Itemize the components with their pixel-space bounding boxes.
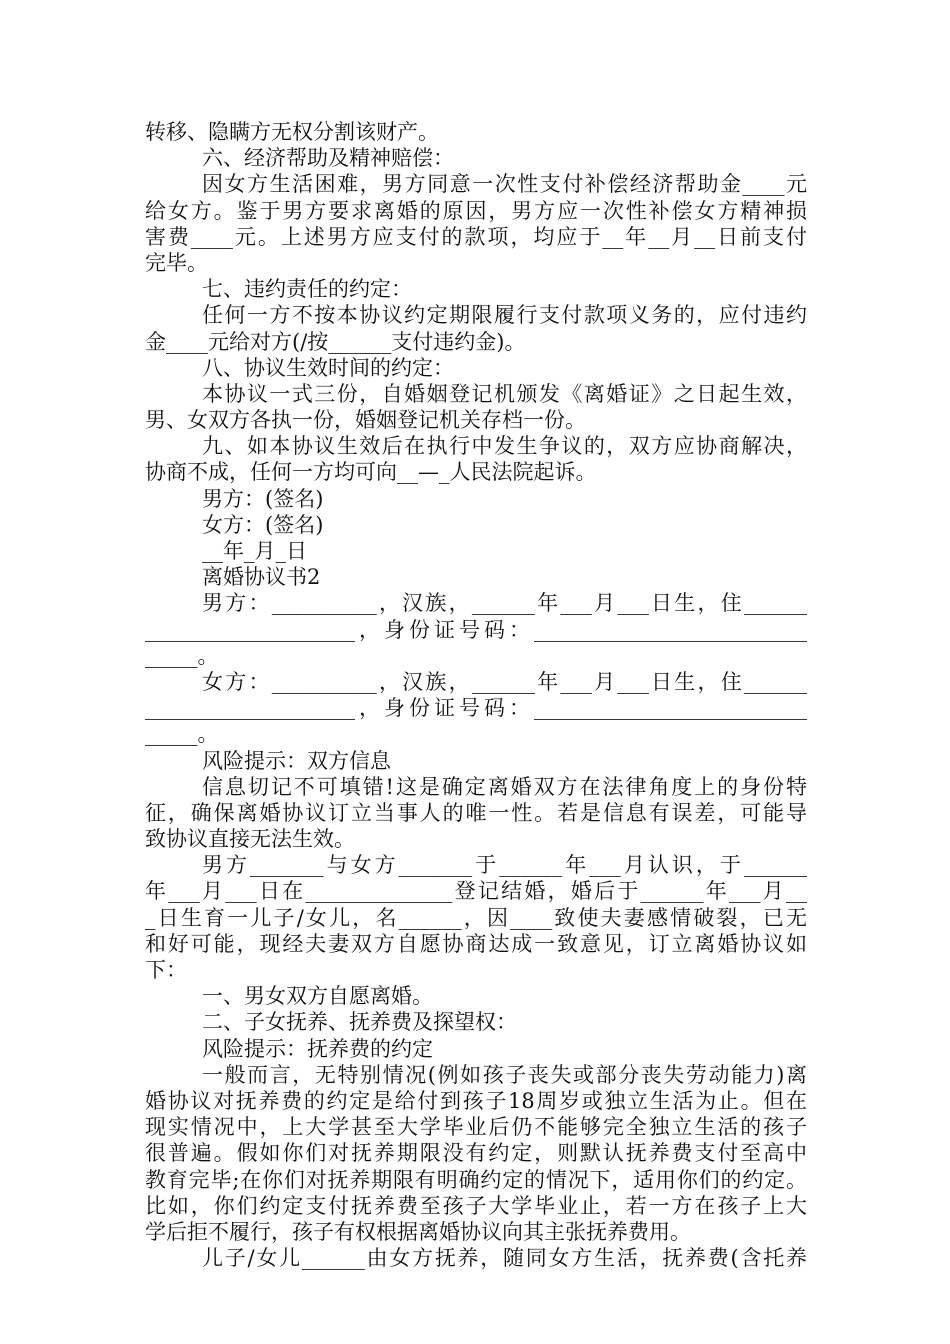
document-line: 本协议一式三份，自婚姻登记机颁发《离婚证》之日起生效， [202,381,807,406]
document-line: 女方：__________，汉族，______年___月___日生，住______ [202,669,807,694]
document-line: 任何一方不按本协议约定期限履行支付款项义务的，应付违约 [202,303,807,328]
document-line: 一、男女双方自愿离婚。 [202,984,433,1009]
document-line: 七、违约责任的约定： [202,277,412,302]
document-line: 完毕。 [145,250,208,275]
document-line: ____________________，身份证号码：__________________________ [145,696,807,721]
document-line: 转移、隐瞒方无权分割该财产。 [145,120,439,144]
document-line: 女方：(签名) [202,512,324,537]
document-line: 离婚协议书2 [202,565,321,590]
document-line: 六、经济帮助及精神赔偿： [202,146,454,171]
document-line: 很普遍。假如你们对抚养期限没有约定，则默认抚养费支付至高中 [145,1141,807,1166]
document-line: _____。 [145,643,219,668]
document-line: 男方：(签名) [202,486,324,511]
document-line: 致协议直接无法生效。 [145,827,355,852]
document-line: 比如，你们约定支付抚养费至孩子大学毕业止，若一方在孩子上大 [145,1193,807,1218]
document-body [145,119,807,1271]
document-line: 害费____元。上述男方应支付的款项，均应于__年__月__日前支付 [145,224,807,249]
document-line: 给女方。鉴于男方要求离婚的原因，男方应一次性补偿女方精神损 [145,198,807,223]
document-line: 金____元给对方(/按______支付违约金)。 [145,329,526,354]
document-line: 儿子/女儿______由女方抚养，随同女方生活，抚养费(含托养 [202,1246,807,1271]
document-line: 风险提示：抚养费的约定 [202,1036,433,1061]
document-line: _日生育一儿子/女儿，名______，因____致使夫妻感情破裂，已无 [145,905,807,930]
document-line: 学后拒不履行，孩子有权根据离婚协议向其主张抚养费用。 [145,1219,691,1244]
document-line: 男、女双方各执一份，婚姻登记机关存档一份。 [145,408,586,433]
document-line: 婚协议对抚养费的约定是给付到孩子18周岁或独立生活为止。但在 [145,1088,807,1113]
document-line: 二、子女抚养、抚养费及探望权： [202,1010,517,1035]
document-line: 年___月___日在______________登记结婚，婚后于______年___月__ [145,879,807,904]
document-line: __年_月_日 [202,539,307,563]
document-line: 和好可能，现经夫妻双方自愿协商达成一致意见，订立离婚协议如 [145,931,807,956]
document-line: 九、如本协议生效后在执行中发生争议的，双方应协商解决， [202,434,807,459]
document-line: 信息切记不可填错!这是确定离婚双方在法律角度上的身份特 [202,774,807,799]
document-line: 教育完毕;在你们对抚养期限有明确约定的情况下，适用你们的约定。 [145,1167,807,1192]
document-line: 男方_______与女方_______于______年___月认识，于______ [202,853,807,878]
document-line: 男方：__________，汉族，______年___月___日生，住______ [202,591,807,616]
document-line: 因女方生活困难，男方同意一次性支付补偿经济帮助金____元 [202,172,807,197]
document-line: 协商不成，任何一方均可向__—_人民法院起诉。 [145,460,597,485]
document-line: 下： [145,958,187,982]
document-line: 现实情况中，上大学甚至大学毕业后仍不能够完全独立生活的孩子 [145,1115,807,1140]
document-line: 一般而言，无特别情况(例如孩子丧失或部分丧失劳动能力)离 [202,1062,807,1087]
document-line: 征，确保离婚协议订立当事人的唯一性。若是信息有误差，可能导 [145,800,807,825]
document-line: 八、协议生效时间的约定： [202,355,454,380]
document-line: 风险提示：双方信息 [202,748,391,773]
document-line: _____。 [145,722,219,747]
document-line: ____________________，身份证号码：__________________________ [145,617,807,642]
